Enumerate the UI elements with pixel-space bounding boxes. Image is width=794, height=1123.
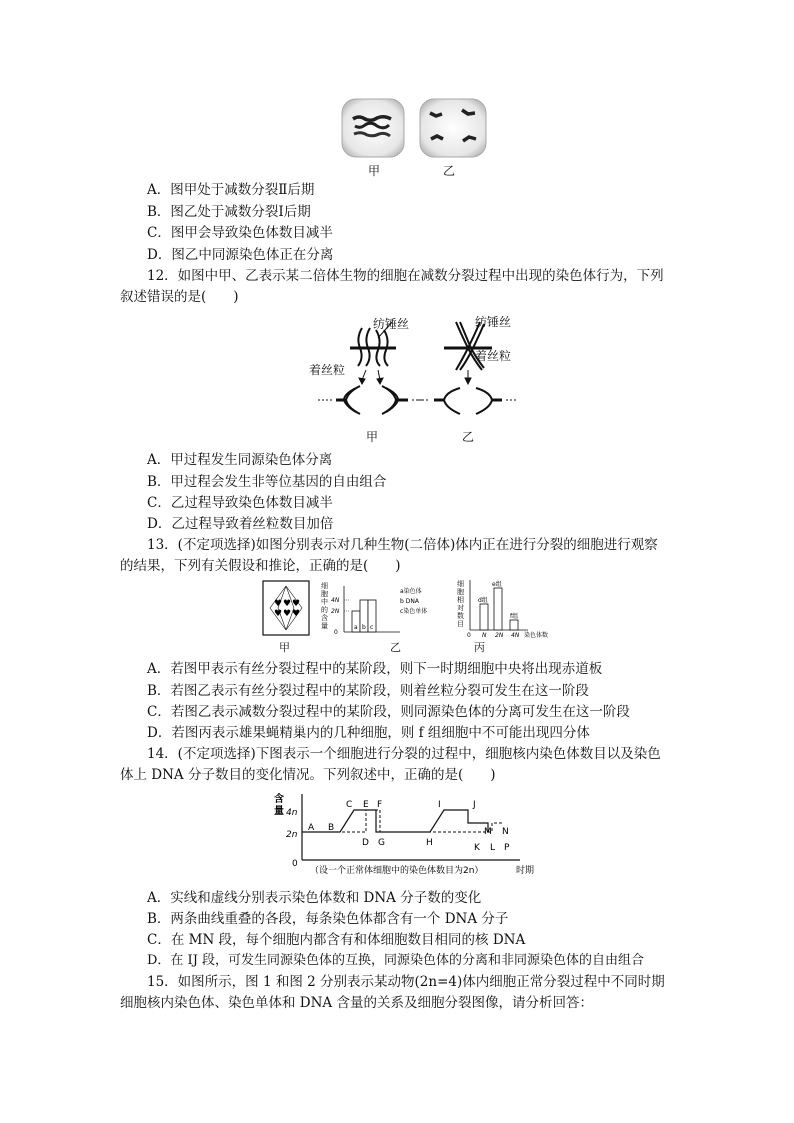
fig14-point-E: E xyxy=(363,800,369,810)
yi-ylabel-2: 中 xyxy=(321,598,328,606)
fig12-label-centromere-jia: 着丝粒 xyxy=(309,363,346,377)
fig12-yi-arrow xyxy=(465,370,471,384)
yi-tick-0: 0 xyxy=(334,629,338,636)
bing-xtick-4n: 4N xyxy=(511,632,520,639)
yi-bar-label-c: c xyxy=(370,624,374,631)
fig14-ytick-4n: 4n xyxy=(286,808,298,818)
svg-text:♥: ♥ xyxy=(292,599,301,609)
q14-stem-line2: 体上 DNA 分子数目的变化情况。下列叙述中，正确的是( ) xyxy=(120,767,496,783)
fig14-point-H: H xyxy=(426,838,433,848)
fig13-caption-yi: 乙 xyxy=(390,641,401,654)
q14-stem-line1: 14．(不定项选择)下图表示一个细胞进行分裂的过程中，细胞核内染色体数目以及染色 xyxy=(147,746,661,762)
bing-bar-d xyxy=(480,604,488,630)
bing-group-d: d组 xyxy=(478,597,488,604)
svg-text:♥: ♥ xyxy=(274,609,283,619)
fig11-caption-yi: 乙 xyxy=(443,164,456,178)
fig14-note: （设一个正常体细胞中的染色体数目为2n） xyxy=(310,866,484,876)
q11-option-c: C．图甲会导致染色体数目减半 xyxy=(147,225,333,241)
q12-stem-line2: 叙述错误的是( ) xyxy=(120,289,239,305)
fig11-micrographs xyxy=(340,97,490,177)
yi-legend-a: a染色体 xyxy=(400,588,422,595)
fig12-jia-bottom xyxy=(318,386,424,414)
svg-text:♥: ♥ xyxy=(274,599,283,609)
q12-option-b: B．甲过程会发生非等位基因的自由组合 xyxy=(147,474,387,490)
fig14-ylabel-0: 含 xyxy=(274,794,284,805)
q11-option-d: D．图乙中同源染色体正在分离 xyxy=(147,247,334,263)
fig13-bing-ylabel xyxy=(457,580,464,628)
bing-ylabel-3: 对 xyxy=(457,604,464,612)
micrograph-jia xyxy=(342,99,404,157)
yi-ylabel-0: 细 xyxy=(321,582,328,590)
fig14-point-M: M xyxy=(484,827,492,837)
fig14-ylabel-1: 量 xyxy=(274,806,284,817)
yi-bar-label-b: b xyxy=(362,624,366,631)
q13-stem-line2: 的结果，下列有关假设和推论，正确的是( ) xyxy=(120,558,401,574)
fig13-bing-chart xyxy=(456,576,596,640)
bing-ylabel-1: 胞 xyxy=(457,588,464,596)
fig14-xlabel: 时期 xyxy=(516,866,535,876)
q12-option-a: A．甲过程发生同源染色体分离 xyxy=(147,452,333,468)
fig14-point-C: C xyxy=(346,800,353,810)
fig13-jia-cell xyxy=(262,580,310,636)
bing-ylabel-0: 细 xyxy=(457,580,464,588)
fig14-point-K: K xyxy=(474,843,480,853)
yi-ylabel-4: 含 xyxy=(321,614,328,622)
fig13-caption-jia: 甲 xyxy=(279,641,290,654)
fig14-point-L: L xyxy=(490,843,496,853)
bing-bar-f xyxy=(510,620,518,630)
fig12-caption-jia: 甲 xyxy=(366,430,379,444)
yi-legend-b: b DNA xyxy=(400,598,419,605)
fig12-label-spindle-jia: 纺锤丝 xyxy=(373,317,410,331)
bing-ylabel-5: 目 xyxy=(457,620,464,628)
fig14-ytick-2n: 2n xyxy=(286,830,298,840)
q15-stem-line2: 细胞核内染色体、染色单体和 DNA 含量的关系及细胞分裂图像，请分析回答： xyxy=(120,995,593,1011)
q11-option-a: A．图甲处于减数分裂Ⅱ后期 xyxy=(147,182,315,198)
fig12-yi-bottom xyxy=(418,388,518,414)
bing-xtick-n: N xyxy=(482,632,487,639)
bing-ylabel-2: 相 xyxy=(457,596,464,604)
bing-group-e: e组 xyxy=(492,581,502,588)
q14-option-c: C．在 MN 段，每个细胞内都含有和体细胞数目相同的核 DNA xyxy=(147,932,526,948)
q14-option-a: A．实线和虚线分别表示染色体数和 DNA 分子数的变化 xyxy=(147,890,482,906)
svg-text:♥: ♥ xyxy=(292,609,301,619)
fig14-point-G: G xyxy=(378,838,385,848)
bing-xtick-0: 0 xyxy=(467,632,471,639)
bing-xlabel: 染色体数 xyxy=(524,632,549,639)
fig13-yi-chart xyxy=(320,580,450,640)
yi-ylabel-3: 的 xyxy=(321,606,328,614)
fig12-label-centromere-yi: 着丝粒 xyxy=(475,349,512,363)
yi-legend-c: c染色单体 xyxy=(400,608,428,615)
q13-option-d: D．若图丙表示雄果蝇精巢内的几种细胞，则 f 组细胞中不可能出现四分体 xyxy=(147,725,590,741)
fig14-curve-chart xyxy=(270,790,560,886)
q14-option-b: B．两条曲线重叠的各段，每条染色体都含有一个 DNA 分子 xyxy=(147,911,509,927)
fig14-point-D: D xyxy=(362,838,369,848)
fig13-caption-bing: 丙 xyxy=(474,641,485,654)
yi-tick-4n: 4N xyxy=(331,597,340,604)
fig14-point-J: J xyxy=(473,800,476,810)
q12-option-d: D．乙过程导致着丝粒数目加倍 xyxy=(147,516,334,532)
fig14-origin: 0 xyxy=(292,859,298,869)
q11-option-b: B．图乙处于减数分裂Ⅰ后期 xyxy=(147,204,311,220)
yi-tick-2n: 2N xyxy=(331,608,340,615)
bing-bar-e xyxy=(494,588,502,630)
q13-option-c: C．若图乙表示减数分裂过程中的某阶段，则同源染色体的分离可发生在这一阶段 xyxy=(147,704,630,720)
svg-text:♥: ♥ xyxy=(283,599,292,609)
q13-option-b: B．若图乙表示有丝分裂过程中的某阶段，则着丝粒分裂可发生在这一阶段 xyxy=(147,683,589,699)
q12-option-c: C．乙过程导致染色体数目减半 xyxy=(147,495,333,511)
fig13-yi-ylabel xyxy=(321,582,328,630)
fig12-caption-yi: 乙 xyxy=(462,430,475,444)
fig14-point-A: A xyxy=(308,823,315,833)
fig14-point-P: P xyxy=(504,843,510,853)
q15-stem-line1: 15．如图所示，图 1 和图 2 分别表示某动物(2n=4)体内细胞正常分裂过程中不同时期 xyxy=(147,974,665,990)
fig14-point-F: F xyxy=(377,800,383,810)
q14-option-d: D．在 IJ 段，可发生同源染色体的互换，同源染色体的分离和非同源染色体的自由组合 xyxy=(147,953,645,968)
yi-bar-label-a: a xyxy=(354,624,358,631)
q13-stem-line1: 13．(不定项选择)如图分别表示对几种生物(二倍体)体内正在进行分裂的细胞进行观察 xyxy=(147,537,658,553)
bing-ylabel-4: 数 xyxy=(457,612,464,620)
yi-ylabel-1: 胞 xyxy=(321,590,328,598)
fig14-point-I: I xyxy=(438,800,441,810)
q13-option-a: A．若图甲表示有丝分裂过程中的某阶段，则下一时期细胞中央将出现赤道板 xyxy=(147,661,603,677)
bing-group-f: f组 xyxy=(510,613,519,620)
fig11-caption-jia: 甲 xyxy=(368,164,381,178)
q12-stem-line1: 12．如图中甲、乙表示某二倍体生物的细胞在减数分裂过程中出现的染色体行为，下列 xyxy=(147,268,664,284)
fig12-label-spindle-yi: 纺锤丝 xyxy=(475,315,512,329)
yi-ylabel-5: 量 xyxy=(321,622,328,630)
fig14-point-B: B xyxy=(328,823,335,833)
micrograph-yi xyxy=(420,99,486,157)
fig12-jia-arrows xyxy=(359,370,383,384)
svg-text:♥: ♥ xyxy=(283,609,292,619)
fig14-point-N: N xyxy=(502,827,509,837)
bing-xtick-2n: 2N xyxy=(495,632,504,639)
